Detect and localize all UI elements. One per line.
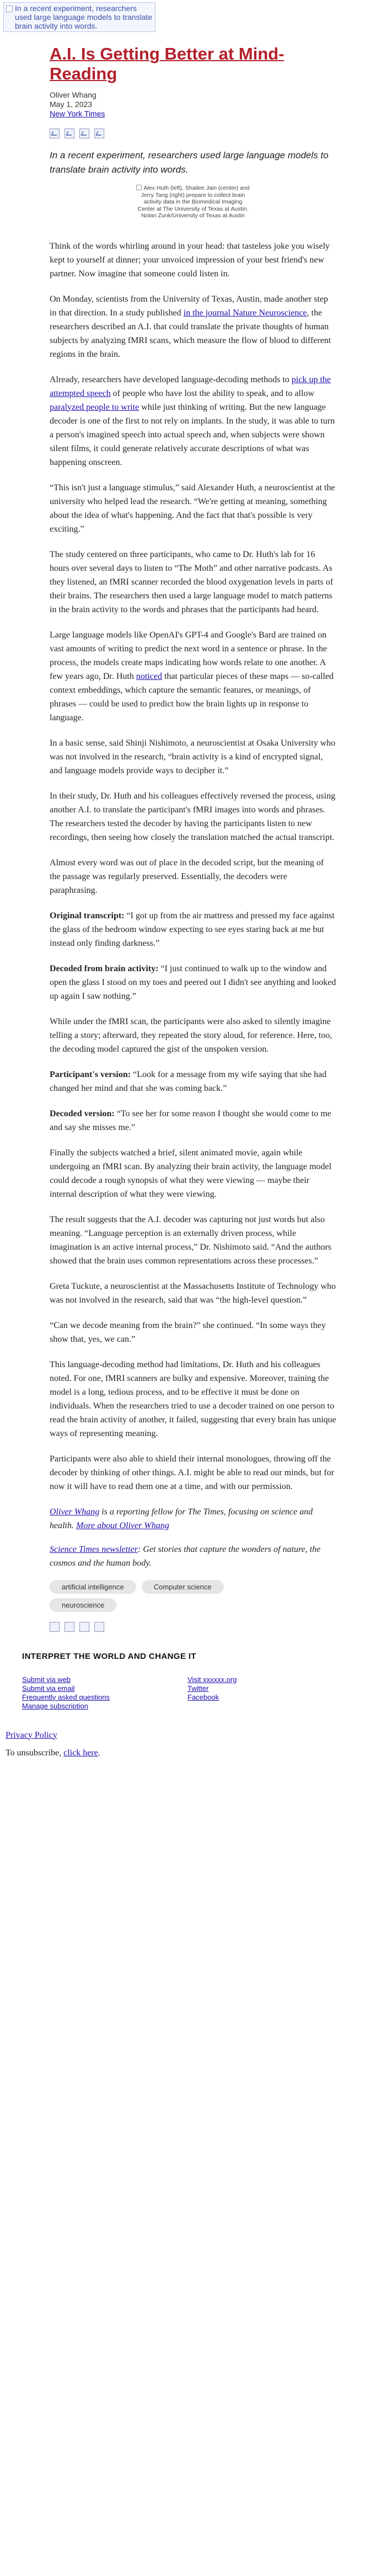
noticed-link[interactable]: noticed xyxy=(136,671,162,681)
legal-footer xyxy=(6,1729,386,1759)
facebook-share-icon[interactable] xyxy=(50,1622,60,1632)
facebook-share-icon[interactable] xyxy=(50,128,60,138)
footer-right-column xyxy=(187,1675,353,1711)
paragraph xyxy=(50,628,336,725)
text: Already, researchers have developed language-decoding methods to xyxy=(50,374,292,384)
footer-left-column xyxy=(22,1675,187,1711)
paragraph: The result suggests that the A.I. decoder was capturing not just words but also meaning. “Language perception is an externally driven process, while imagination is an active internal process,” Dr. Nishimoto said. “And the authors showed that the brain uses common representations across these processes.” xyxy=(50,1214,331,1266)
twitter-link[interactable]: Twitter xyxy=(187,1684,209,1693)
quote-decoded-brain-activity xyxy=(50,962,336,1003)
paragraph: “Can we decode meaning from the brain?” she continued. “In some ways they show that, yes, we can.” xyxy=(50,1320,326,1344)
photo-caption: Alex Huth (left), Shailee Jain (center) and Jerry Tang (right) prepare to collect brain activity data in the Biomedical Imaging Center at The University of Texas at Austin. Nolan Zunk/University of Texas at Austin xyxy=(137,185,250,219)
share-icons-bottom xyxy=(50,1622,336,1632)
paragraph: Participants were also able to shield their internal monologues, throwing off the decoder by thinking of other things. A.I. might be able to read our minds, but for now it will have to read them one at a time, and with our permission. xyxy=(50,1454,334,1491)
article-photo xyxy=(135,185,251,219)
share-icons-top xyxy=(50,128,336,138)
text: Large language models like OpenAI's GPT-4 and Google's Bard are trained on vast amounts of writing to predict the next word in a sentence or phrase. In the process, the models create maps indicating how words relate to one another. A few years ago, Dr. Huth xyxy=(50,630,327,681)
paralyzed-people-link[interactable]: paralyzed people to write xyxy=(50,402,140,412)
paragraph: Almost every word was out of place in the decoded script, but the meaning of the passage was regularly preserved. Essentially, the decoders were paraphrasing. xyxy=(50,858,324,895)
attempted-speech-link[interactable]: pick up the attempted speech xyxy=(50,374,331,398)
paragraph xyxy=(50,373,336,469)
paragraph: While under the fMRI scan, the participants were also asked to silently imagine telling a story; afterward, they repeated the story aloud, for reference. Here, too, the decoding model captured the gist of the unspoken version. xyxy=(50,1016,333,1054)
quote-label: Decoded version: xyxy=(50,1108,115,1118)
unsubscribe-suffix: . xyxy=(98,1748,100,1758)
unsubscribe-line xyxy=(6,1747,386,1759)
quote-text: “I got up from the air mattress and pressed my face against the glass of the bedroom window expecting to see eyes staring back at me but instead only finding darkness.” xyxy=(50,911,335,948)
text: while just thinking of writing. But the new language decoder is one of the first to not rely on implants. In the study, it was able to turn a person's imagined speech into actual speech and, when subjects were shown silent films, it could generate relatively accurate descriptions of what was happening onscreen. xyxy=(50,402,335,467)
paragraph: Finally the subjects watched a brief, silent animated movie, again while undergoing an fMRI scan. By analyzing their brain activity, the language model could decode a rough synopsis of what they were viewing — maybe their internal description of what they were viewing. xyxy=(50,1148,331,1199)
footer-heading: INTERPRET THE WORLD AND CHANGE IT xyxy=(22,1651,196,1661)
email-share-icon[interactable] xyxy=(94,128,104,138)
submit-via-web-link[interactable]: Submit via web xyxy=(22,1675,71,1684)
unsubscribe-text: To unsubscribe, xyxy=(6,1748,64,1758)
paragraph: In their study, Dr. Huth and his colleagues effectively reversed the process, using another A.I. to translate the participant's fMRI images into words and phrases. The researchers tested the decoder by having the participants listen to new recordings, then seeing how closely the translation matched the actual transcript. xyxy=(50,791,336,842)
byline xyxy=(50,90,336,119)
faq-link[interactable]: Frequently asked questions xyxy=(22,1693,110,1701)
article-body xyxy=(50,239,336,1493)
text: that particular pieces of these maps — so-called context embeddings, which capture the semantic features, or meanings, of phrases — could be used to predict how the brain lights up in response to language. xyxy=(50,671,334,722)
nature-neuroscience-link[interactable]: in the journal Nature Neuroscience xyxy=(183,308,307,318)
unsubscribe-link[interactable]: click here xyxy=(63,1748,98,1758)
text: On Monday, scientists from the University of Texas, Austin, made another step in that direction. In a study published xyxy=(50,294,329,318)
newsletter-promo xyxy=(50,1543,336,1570)
article-headline[interactable]: A.I. Is Getting Better at Mind-Reading xyxy=(50,44,285,83)
paragraph: The study centered on three participants, who came to Dr. Huth's lab for 16 hours over several days to listen to “The Moth” and other narrative podcasts. As they listened, an fMRI scanner recorded the blood oxygenation levels in parts of their brains. The researchers then used a large language model to match patterns in the brain activity to the words and phrases that the participants had heard. xyxy=(50,549,334,614)
quote-text: “I just continued to walk up to the window and open the glass I stood on my toes and peered out I didn't see anything and looked up again I saw nothing.” xyxy=(50,963,336,1001)
broken-image-icon xyxy=(136,185,142,190)
twitter-share-icon[interactable] xyxy=(65,128,74,138)
author-bio xyxy=(50,1505,336,1533)
more-about-author-link[interactable]: More about Oliver Whang xyxy=(76,1520,169,1530)
preheader-image[interactable] xyxy=(3,2,156,32)
manage-subscription-link[interactable]: Manage subscription xyxy=(22,1701,88,1710)
twitter-share-icon[interactable] xyxy=(65,1622,74,1632)
newsletter-text: : Get stories that capture the wonders of nature, the cosmos and the human body. xyxy=(50,1544,321,1568)
visit-site-link[interactable]: Visit xxxxxx.org xyxy=(187,1675,237,1684)
article xyxy=(50,44,336,1632)
author-name: Oliver Whang xyxy=(50,90,96,99)
quote-text: “To see her for some reason I thought she would come to me and say she misses me.” xyxy=(50,1108,331,1132)
paragraph: “This isn't just a language stimulus,” said Alexander Huth, a neuroscientist at the university who helped lead the research. “We're getting at meaning, something about the idea of what's happening. And the fact that that's possible is very exciting.” xyxy=(50,483,335,534)
tag-artificial-intelligence[interactable]: artificial intelligence xyxy=(50,1580,136,1594)
tag-computer-science[interactable]: Computer science xyxy=(142,1580,224,1594)
quote-decoded-version xyxy=(50,1107,336,1134)
text: , the researchers described an A.I. that could translate the private thoughts of human subjects by analyzing fMRI scans, which measure the flow of blood to different regions in the brain. xyxy=(50,308,331,359)
quote-participant-version xyxy=(50,1068,336,1095)
quote-label: Participant's version: xyxy=(50,1069,131,1079)
quote-label: Original transcript: xyxy=(50,911,125,920)
quote-text: “Look for a message from my wife saying that she had changed her mind and that she was coming back.” xyxy=(50,1069,327,1093)
newsletter-page xyxy=(0,2,386,1759)
privacy-policy-link[interactable]: Privacy Policy xyxy=(6,1730,57,1740)
bio-text: is a reporting fellow for The Times, focusing on science and health. xyxy=(50,1507,313,1530)
linkedin-share-icon[interactable] xyxy=(79,128,89,138)
topic-tags xyxy=(50,1580,292,1612)
quote-label: Decoded from brain activity: xyxy=(50,963,159,973)
publish-date: May 1, 2023 xyxy=(50,100,93,109)
footer-links xyxy=(22,1675,353,1711)
broken-image-icon xyxy=(6,6,13,12)
footer xyxy=(22,1652,353,1711)
paragraph: This language-decoding method had limitations, Dr. Huth and his colleagues noted. For one, fMRI scanners are bulky and expensive. Moreover, training the model is a long, tedious process, and to be effective it must be done on individuals. When the researchers tried to use a decoder trained on one person to read the brain activity of another, it failed, suggesting that every brain has unique ways of representing meaning. xyxy=(50,1359,336,1438)
tag-neuroscience[interactable]: neuroscience xyxy=(50,1598,116,1612)
publication-link[interactable]: New York Times xyxy=(50,109,105,118)
submit-via-email-link[interactable]: Submit via email xyxy=(22,1684,75,1693)
author-bio-link[interactable]: Oliver Whang xyxy=(50,1507,100,1517)
paragraph: Greta Tuckute, a neuroscientist at the Massachusetts Institute of Technology who was not involved in the research, said that was “the high-level question.” xyxy=(50,1281,336,1305)
linkedin-share-icon[interactable] xyxy=(79,1622,89,1632)
article-summary: In a recent experiment, researchers used large language models to translate brain activity into words. xyxy=(50,150,329,175)
paragraph: Think of the words whirling around in your head: that tasteless joke you wisely kept to yourself at dinner; your unvoiced impression of your best friend's new partner. Now imagine that someone could listen in. xyxy=(50,241,330,279)
facebook-link[interactable]: Facebook xyxy=(187,1693,219,1701)
paragraph xyxy=(50,292,336,361)
quote-original-transcript xyxy=(50,909,336,950)
paragraph: In a basic sense, said Shinji Nishimoto, a neuroscientist at Osaka University who was not involved in the research, “brain activity is a kind of encrypted signal, and language models provide ways to decipher it.” xyxy=(50,738,336,775)
email-share-icon[interactable] xyxy=(94,1622,104,1632)
text: of people who have lost the ability to speak, and to allow xyxy=(110,388,314,398)
preheader-image-alt: In a recent experiment, researchers used large language models to translate brain activity into words. xyxy=(15,4,153,30)
science-times-newsletter-link[interactable]: Science Times newsletter xyxy=(50,1544,138,1554)
